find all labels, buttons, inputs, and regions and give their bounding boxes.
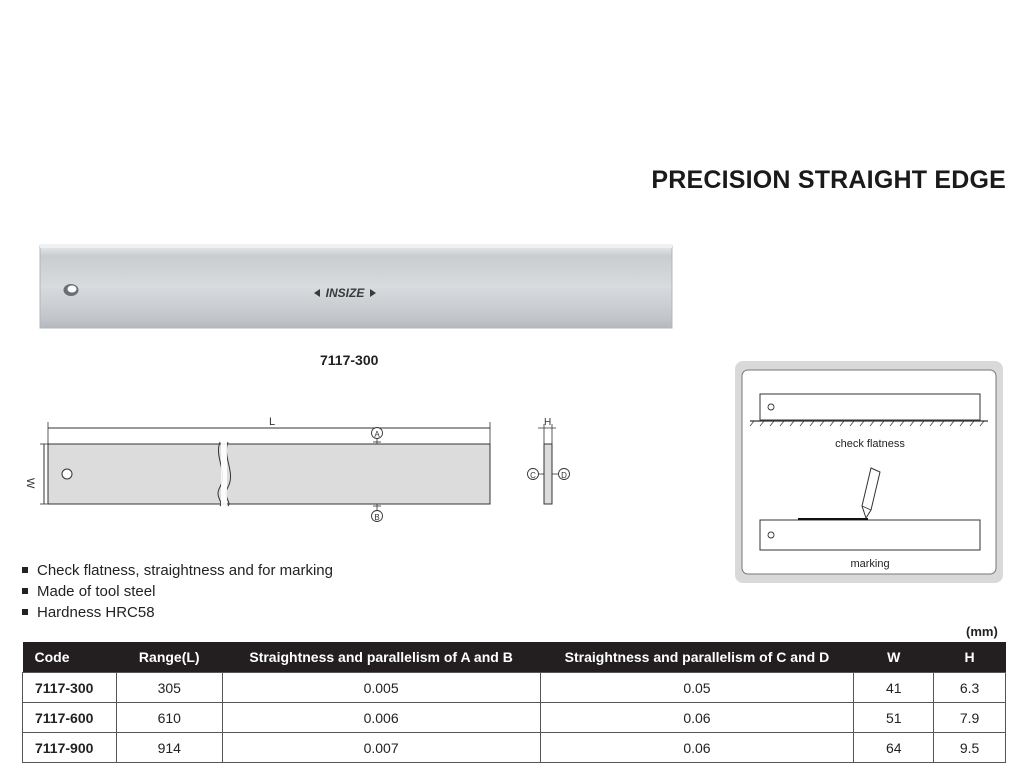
photo-caption: 7117-300 bbox=[320, 352, 379, 368]
table-row bbox=[23, 703, 1006, 733]
header-code: Code bbox=[23, 642, 117, 673]
cell-ab: 0.005 bbox=[222, 673, 540, 703]
table-row bbox=[23, 673, 1006, 703]
cell-h: 9.5 bbox=[934, 733, 1006, 763]
feature-item: Check flatness, straightness and for marking bbox=[22, 560, 333, 581]
product-photo bbox=[30, 236, 690, 362]
cell-h: 6.3 bbox=[934, 673, 1006, 703]
cell-code: 7117-600 bbox=[23, 703, 117, 733]
face-a-label: A bbox=[374, 430, 380, 439]
cell-range: 914 bbox=[116, 733, 222, 763]
height-label: H bbox=[544, 417, 552, 428]
side-view-drawing bbox=[522, 414, 582, 515]
check-flatness-label: check flatness bbox=[835, 438, 905, 450]
cell-w: 64 bbox=[854, 733, 934, 763]
feature-item: Hardness HRC58 bbox=[22, 602, 333, 623]
cell-w: 41 bbox=[854, 673, 934, 703]
cell-cd: 0.06 bbox=[540, 703, 854, 733]
face-b-label: B bbox=[374, 513, 380, 522]
length-label: L bbox=[269, 416, 276, 428]
header-h: H bbox=[934, 642, 1006, 673]
cell-range: 305 bbox=[116, 673, 222, 703]
cell-code: 7117-900 bbox=[23, 733, 117, 763]
cell-h: 7.9 bbox=[934, 703, 1006, 733]
feature-item: Made of tool steel bbox=[22, 581, 333, 602]
face-c-label: C bbox=[530, 471, 536, 480]
marking-label: marking bbox=[850, 558, 890, 570]
header-cd: Straightness and parallelism of C and D bbox=[540, 642, 854, 673]
page-title: PRECISION STRAIGHT EDGE bbox=[651, 166, 1006, 194]
unit-label: (mm) bbox=[966, 624, 998, 639]
header-ab: Straightness and parallelism of A and B bbox=[222, 642, 540, 673]
cell-w: 51 bbox=[854, 703, 934, 733]
width-label: W bbox=[24, 478, 36, 489]
cell-ab: 0.006 bbox=[222, 703, 540, 733]
front-view-drawing bbox=[14, 412, 504, 533]
feature-list bbox=[22, 560, 333, 623]
table-header-row bbox=[23, 642, 1006, 673]
cell-ab: 0.007 bbox=[222, 733, 540, 763]
table-row bbox=[23, 733, 1006, 763]
spec-table bbox=[22, 642, 1006, 763]
header-range: Range(L) bbox=[116, 642, 222, 673]
usage-illustration bbox=[734, 360, 1004, 584]
cell-cd: 0.06 bbox=[540, 733, 854, 763]
cell-code: 7117-300 bbox=[23, 673, 117, 703]
cell-range: 610 bbox=[116, 703, 222, 733]
cell-cd: 0.05 bbox=[540, 673, 854, 703]
face-d-label: D bbox=[561, 471, 567, 480]
header-w: W bbox=[854, 642, 934, 673]
brand-logo: INSIZE bbox=[325, 286, 365, 300]
